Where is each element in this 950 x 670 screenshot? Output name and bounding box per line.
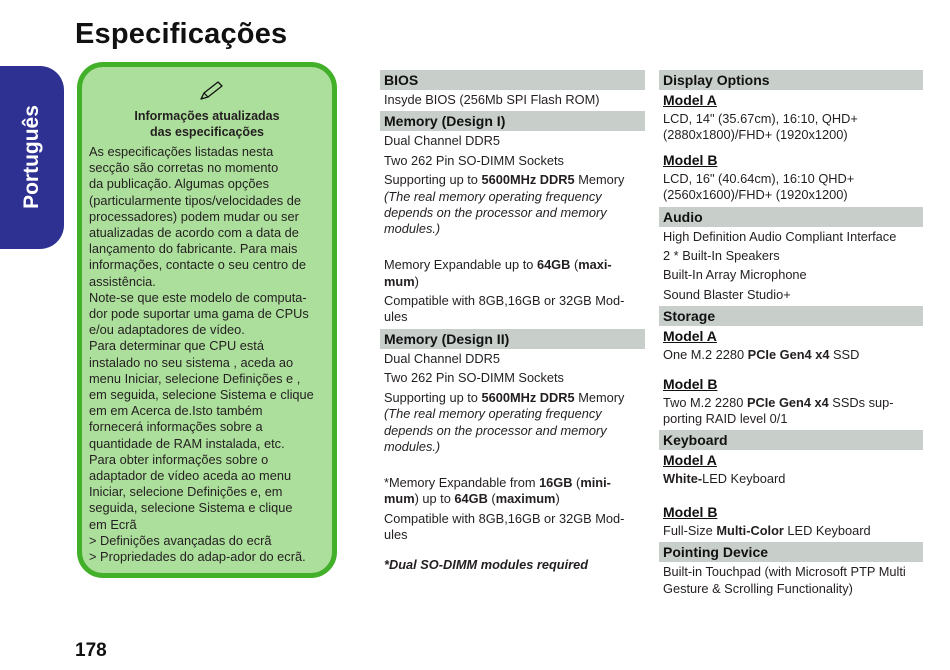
pencil-icon [198,80,224,102]
text-bold: 5600MHz DDR5 [481,172,575,188]
language-tab [0,66,64,249]
keyboard-model-b-text [659,523,923,539]
text-bold: Multi-Color [716,522,784,538]
text: ( [487,491,496,507]
display-model-a-heading: Model A [663,92,717,108]
text-bold: 64GB [536,257,571,273]
text: One M.2 2280 [663,347,748,363]
memory-design-1-heading: Memory (Design I) [380,111,645,131]
text: SSDs sup- porting RAID level 0/1 [663,394,894,427]
text-bold: PCIe Gen4 x4 [747,347,830,363]
memory-design-1-support [380,172,645,238]
storage-model-a-text [659,347,923,363]
memory-design-2-compatible: Compatible with 8GB,16GB or 32GB Mod- ules [384,510,625,542]
audio-item: Sound Blaster Studio+ [663,286,791,302]
bios-heading: BIOS [380,70,645,90]
storage-model-a-heading: Model A [663,328,717,345]
pointing-device-text: Built-in Touchpad (with Microsoft PTP Multi Gesture & Scrolling Functionality) [663,564,906,596]
specification-note-box [77,62,337,578]
text: Memory [574,389,625,405]
memory-design-2-expandable [380,458,645,507]
text: LED Keyboard [702,471,786,487]
display-model-b-heading: Model B [663,151,718,168]
note-body: As especificações listadas nesta secção são corretas no momento da publicação. Algumas opções (particularmente tipos/velocidades de processadores) podem mudar ou ser atualizadas de acordo com a data de lançamento do fabricante. Para mais informações, contacte o seu centro de assistência. Note-se que este modelo de computa- dor pode suportar uma gama de CPUs e/ou adaptadores de vídeo. Para determinar que CPU está instalado no seu sistema , aceda ao menu Iniciar, selecione Definições e , em seguida, selecione Sistema e clique em em Acerca de.Isto também fornecerá informações sobre a quantidade de RAM instalada, etc. Para obter informações sobre o adaptador de vídeo aceda ao menu Iniciar, selecione Definições e, em seguida, selecione Sistema e clique em Ecrã > Definições avançadas do ecrã > Propriedades do adap-ador do ecrã. [89,144,314,565]
display-model-a-text: LCD, 14" (35.67cm), 16:10, QHD+ (2880x1800)/FHD+ (1920x1200) [663,111,858,143]
text-bold: 5600MHz DDR5 [481,389,575,405]
audio-item: High Definition Audio Compliant Interface [663,228,897,244]
text-bold: maxi- mum [384,257,612,289]
memory-design-1-sockets: Two 262 Pin SO-DIMM Sockets [384,152,564,168]
text: ) up to [414,491,455,507]
memory-footer-note: *Dual SO-DIMM modules required [384,557,589,573]
text: ) [414,273,419,289]
keyboard-model-b-heading: Model B [663,503,718,520]
text: ( [570,257,579,273]
page-number: 178 [75,640,107,661]
text-bold: mini- mum [384,474,611,507]
text: Memory Expandable up to [384,257,537,273]
memory-design-1-compatible: Compatible with 8GB,16GB or 32GB Mod- ules [384,293,625,325]
note-title-line-2: das especificações [150,125,264,139]
language-tab-label: Português [20,105,43,209]
note-title-line-1: Informações atualizadas [134,109,280,123]
display-heading: Display Options [659,70,923,90]
text: Full-Size [663,522,717,538]
memory-design-1-expandable [380,241,645,290]
text: ) [555,491,560,507]
spec-column-left [380,70,645,573]
text: Supporting up to [384,172,482,188]
page-title: Especificações [75,18,288,50]
memory-design-2-heading: Memory (Design II) [380,329,645,349]
memory-design-2-sockets: Two 262 Pin SO-DIMM Sockets [384,370,564,386]
audio-item: Built-In Array Microphone [663,267,807,283]
text-bold: White- [663,471,703,487]
storage-model-b-heading: Model B [663,375,718,392]
text-bold: PCIe Gen4 x4 [746,394,829,410]
text: ( [572,474,581,490]
keyboard-model-a-heading: Model A [663,452,717,469]
memory-design-2-support [380,390,645,456]
text: Memory [574,172,625,188]
storage-heading: Storage [659,306,923,326]
note-title [87,108,327,140]
text: SSD [829,347,860,363]
display-model-b-text: LCD, 16" (40.64cm), 16:10 QHD+ (2560x1600)/FHD+ (1920x1200) [663,170,855,203]
text-bold: 64GB [454,491,488,507]
audio-heading: Audio [659,207,923,227]
text: LED Keyboard [783,522,871,538]
storage-model-b-text [659,395,923,428]
text-bold: 16GB [539,474,573,490]
memory-design-2-channel: Dual Channel DDR5 [384,350,500,366]
memory-frequency-note: (The real memory operating frequency depends on the processor and memory modules.) [384,188,607,237]
pointing-device-heading: Pointing Device [659,542,923,562]
memory-design-1-channel: Dual Channel DDR5 [384,133,500,149]
spec-column-right [659,70,923,600]
keyboard-heading: Keyboard [659,430,923,450]
text: Two M.2 2280 [663,394,747,410]
text: Supporting up to [384,389,482,405]
bios-text: Insyde BIOS (256Mb SPI Flash ROM) [384,92,600,107]
memory-frequency-note: (The real memory operating frequency depends on the processor and memory modules.) [384,406,607,454]
audio-item: 2 * Built-In Speakers [663,248,780,264]
text: *Memory Expandable from [384,474,540,490]
keyboard-model-a-text [659,471,923,487]
text-bold: maximum [495,491,556,507]
